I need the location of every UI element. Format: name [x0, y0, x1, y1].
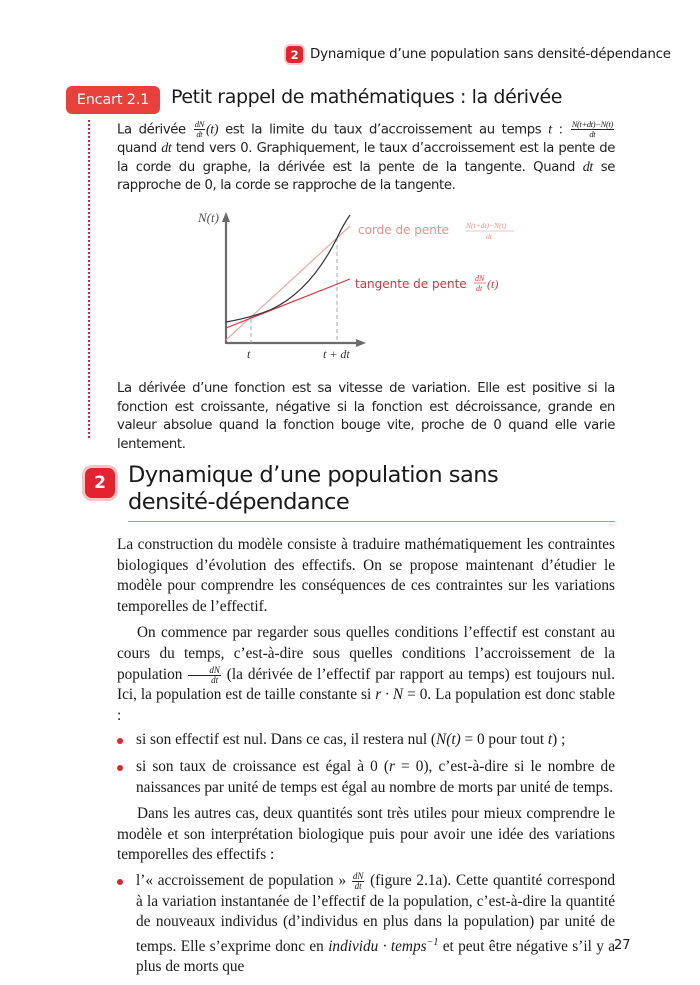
x-tick-t: t	[247, 347, 251, 361]
x-axis-arrow-icon	[356, 339, 366, 347]
derivative-figure	[190, 200, 520, 370]
svg-text:(t): (t)	[487, 277, 499, 291]
quantities-list	[117, 871, 615, 978]
chord-label: corde de pente	[358, 223, 449, 237]
stability-conditions-list	[117, 730, 615, 798]
chord-line	[226, 226, 350, 340]
page-number: 27	[614, 938, 631, 953]
tangent-label: tangente de pente	[355, 277, 467, 291]
list-item: si son effectif est nul. Dans ce cas, il restera nul (N(t) = 0 pour tout t) ;	[117, 730, 615, 751]
section-number-badge: 2	[85, 468, 115, 498]
encart-paragraph-2: La dérivée d’une fonction est sa vitesse de variation. Elle est positive si la fonction est croissante, négative si la fonction est décroissance, grande en valeur absolue quand la fonction bouge vite, proche de 0 quand elle varie lentement.	[117, 381, 615, 452]
bullet-icon	[117, 765, 123, 771]
curve	[226, 215, 350, 322]
body-text	[117, 535, 615, 978]
derivative-fraction: $\frac{dN}{dt}$	[194, 119, 204, 139]
axes	[226, 218, 361, 344]
svg-text:N(t+dt)−N(t): N(t+dt)−N(t)	[466, 221, 507, 230]
rate-fraction: $\frac{N(t+dt)-N(t)}{dt}$	[571, 119, 613, 139]
section-title: Dynamique d’une population sans densité-dépendance	[128, 462, 499, 515]
list-item: l’« accroissement de population » $\frac{dN}{dt}$ (figure 2.1a). Cette quantité correspond à la variation instantanée de l’effectif de la population, c’est-à-dire la quantité de nouveaux individus (d’individus en plus dans la population) par unité de temps. Elle s’exprime donc en individu · temps$^{-1}$ et peut être négative s’il y a plus de morts que	[117, 871, 615, 978]
running-header-title: Dynamique d’une population sans densité-dépendance	[310, 47, 671, 62]
x-tick-t-plus-dt: t + dt	[323, 347, 350, 361]
encart-title: Petit rappel de mathématiques : la dérivée	[171, 86, 563, 108]
bullet-icon	[117, 879, 123, 885]
running-header	[286, 46, 671, 63]
paragraph-3: Dans les autres cas, deux quantités sont très utiles pour mieux comprendre le modèle et son interprétation biologique puis pour avoir une idée des variations temporelles des effectifs :	[117, 805, 615, 864]
encart-dotted-rule	[88, 120, 90, 438]
section-rule	[128, 521, 615, 522]
bullet-icon	[117, 738, 123, 744]
svg-text:dN: dN	[475, 274, 485, 283]
running-header-section-badge: 2	[286, 46, 303, 63]
y-axis-arrow-icon	[222, 212, 230, 222]
svg-text:dt: dt	[486, 232, 492, 241]
encart-tag: Encart 2.1	[66, 86, 160, 114]
y-axis-label: N(t)	[198, 210, 219, 225]
list-item: si son taux de croissance est égal à 0 (r = 0), c’est-à-dire si le nombre de naissances par unité de temps est égal au nombre de morts par unité de temps.	[117, 757, 615, 798]
svg-text:dt: dt	[476, 284, 483, 293]
tangent-line	[226, 279, 350, 328]
paragraph-1: La construction du modèle consiste à traduire mathématiquement les contraintes biologiques d’évolution des effectifs. On se propose maintenant d’étudier le modèle pour comprendre les conséquences de ces contraintes sur les variations temporelles de l’effectif.	[117, 536, 615, 615]
encart-paragraph-1: La dérivée $\frac{dN}{dt}$ (t) est la limite du taux d’accroissement au temps t : $\frac{N(t+dt)-N(t)}{dt}$ quand dt tend vers 0. Graphiquement, le taux d’accroissement est la pente de la corde du graphe, la dérivée est la pente de la tangente. Quand dt se rapproche de 0, la corde se rapproche de la tangente.	[117, 119, 615, 193]
paragraph-2: On commence par regarder sous quelles conditions l’effectif est constant au cours du temps, c’est-à-dire sous quelles conditions l’accroissement de la population $\frac{dN}{dt}$ (la dérivée de l’effectif par rapport au temps) est toujours nul. Ici, la population est de taille constante si r · N = 0. La population est donc stable :	[117, 624, 616, 724]
